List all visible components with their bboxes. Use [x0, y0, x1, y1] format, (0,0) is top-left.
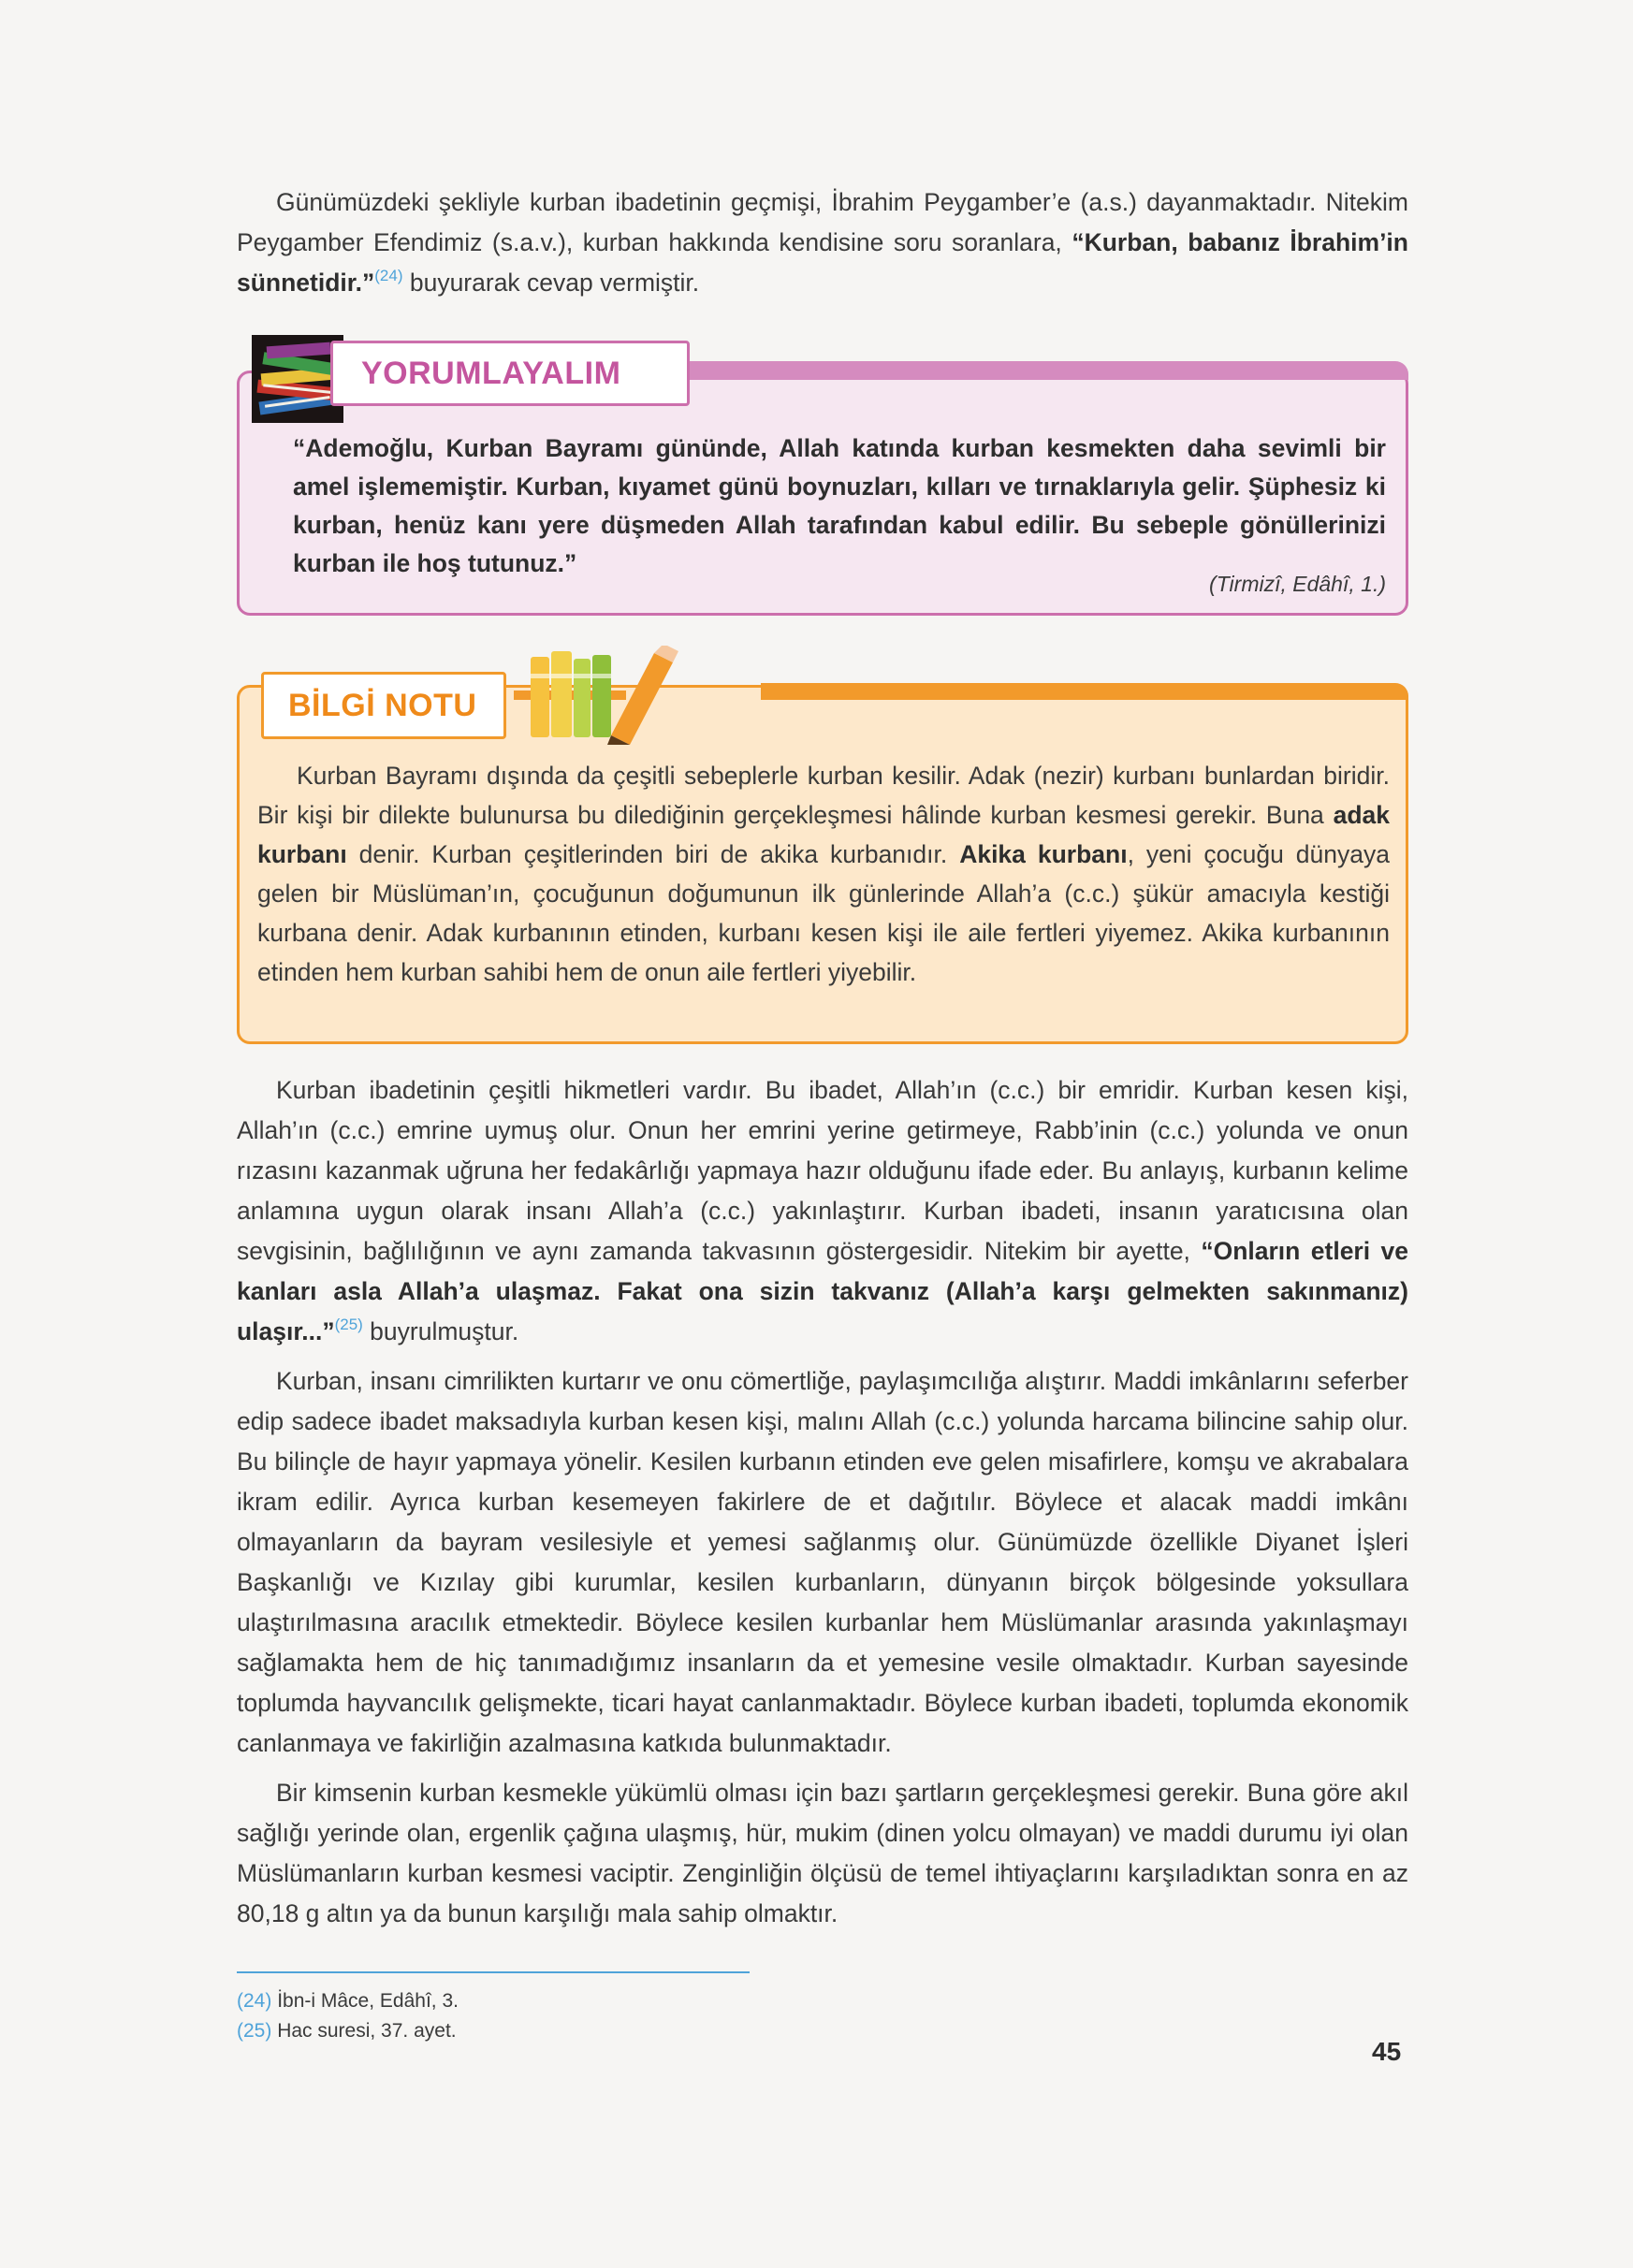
- intro-text-end: buyurarak cevap vermiştir.: [402, 269, 700, 297]
- footnote-24-number: (24): [237, 1990, 272, 2012]
- para2-text: Kurban ibadetinin çeşitli hikmetleri vardır. Bu ibadet, Allah’ın (c.c.) bir emridir. Kurban kesen kişi, Allah’ın (c.c.) emrine uymuş olur. Onun her emrini yerine getirmeye, Rabb’inin (c.c.) yolunda ve onun rızasını kazanmak uğruna her fedakârlığı yapmaya hazır olduğunu ifade eder. Bu anlayış, kurbanın kelime anlamına uygun olarak insanı Allah’a (c.c.) yakınlaştırır. Kurban ibadeti, insanın yaratıcısına olan sevgisinin, bağlılığının ve aynı zamanda takvasının göstergesidir. Nitekim bir ayette,: [237, 1076, 1408, 1265]
- body-paragraph-3: Kurban, insanı cimrilikten kurtarır ve onu cömertliğe, paylaşımcılığa alıştırır. Maddi imkânlarını seferber edip sadece ibadet maksadıyla kurban kesen kişi, malını Allah (c.c.) yolunda harcama bilincine sahip olur. Bu bilinçle de hayır yapmaya yönelir. Kesilen kurbanın etinden eve gelen misafirlere, komşu ve akrabalara ikram edilir. Ayrıca kurban kesemeyen fakirlere de et dağıtılır. Böylece et alacak maddi imkânı olmayanların da bayram vesilesiyle et yemesi sağlanmış olur. Günümüzde özellikle Diyanet İşleri Başkanlığı ve Kızılay gibi kurumlar, kesilen kurbanların, dünyanın birçok bölgesinde yoksullara ulaştırılmasına aracılık etmektedir. Böylece kesilen kurbanlar hem Müslümanlar arasında yakınlaşmayı sağlamakta hem de hiç tanımadığımız insanların da et yemesine vesile olmaktadır. Kurban sayesinde toplumda hayvancılık gelişmekte, ticari hayat canlanmaktadır. Böylece kurban ibadeti, toplumda ekonomik canlanmaya ve fakirliğin azalmasına katkıda bulunmaktadır.: [237, 1367, 1408, 1757]
- bilgi-term-adak: adak kurbanı: [257, 801, 1390, 868]
- page-number: 45: [1372, 2037, 1402, 2066]
- bilgi-notu-top-bar: [761, 683, 1408, 700]
- footnotes: [237, 1986, 1408, 2046]
- yorumlayalim-top-bar: [686, 361, 1408, 380]
- footnote-divider: [237, 1971, 750, 1973]
- bilgi-notu-box: [237, 646, 1408, 1050]
- footnote-25-text: Hac suresi, 37. ayet.: [271, 2020, 457, 2042]
- yorumlayalim-quote: “Ademoğlu, Kurban Bayramı gününde, Allah katında kurban kesmekten daha sevimli bir amel işlememiştir. Kurban, kıyamet günü boynuzları, kılları ve tırnaklarıyla gelir. Şüphesiz ki kurban, henüz kanı yere düşmeden Allah tarafından kabul edilir. Bu sebeple gönüllerinizi kurban ile hoş tutunuz.”: [293, 434, 1386, 577]
- intro-quote: “Kurban, babanız İbrahim’in sünnetidir.”: [237, 228, 1408, 297]
- footnote-ref-24[interactable]: (24): [374, 267, 403, 284]
- page-content: [237, 182, 1408, 2046]
- body-paragraph-2: [237, 1070, 1408, 1352]
- footnote-25-number: (25): [237, 2020, 272, 2042]
- bilgi-text-3: , yeni çocuğu dünyaya gelen bir Müslüman’ın, çocuğunun doğumunun ilk günlerinde Allah’a (c.c.) şükür amacıyla kestiği kurbana denir. Adak kurbanının etinden, kurbanı kesen kişi ile aile fertleri yiyemez. Akika kurbanının etinden hem kurban sahibi hem de onun aile fertleri yiyebilir.: [257, 840, 1390, 986]
- footnote-24: [237, 1986, 1408, 2016]
- bilgi-notu-title: BİLGİ NOTU: [288, 688, 477, 723]
- yorumlayalim-box: [237, 341, 1408, 621]
- para2-text-end: buyrulmuştur.: [362, 1317, 519, 1345]
- footnote-ref-25[interactable]: (25): [334, 1316, 363, 1333]
- footnote-24-text: İbn-i Mâce, Edâhî, 3.: [271, 1990, 459, 2012]
- yorumlayalim-title: YORUMLAYALIM: [361, 356, 621, 391]
- bilgi-notu-title-tab: [261, 672, 506, 739]
- bilgi-text-1: Kurban Bayramı dışında da çeşitli sebeplerle kurban kesilir. Adak (nezir) kurbanı bunlardan biridir. Bir kişi bir dilekte bulunursa bu dilediğinin gerçekleşmesi hâlinde kurban kesmesi gerekir. Buna: [257, 762, 1390, 829]
- body-paragraph-4: Bir kimsenin kurban kesmekle yükümlü olması için bazı şartların gerçekleşmesi gerekir. Buna göre akıl sağlığı yerinde olan, ergenlik çağına ulaşmış, hür, mukim (dinen yolcu olmayan) ve maddi durumu iyi olan Müslümanların kurban kesmesi vaciptir. Zenginliğin ölçüsü de temel ihtiyaçlarını karşıladıktan sonra en az 80,18 g altın ya da bunun karşılığı mala sahip olmaktır.: [237, 1779, 1408, 1927]
- footnote-25: [237, 2016, 1408, 2046]
- bilgi-text-2: denir. Kurban çeşitlerinden biri de akika kurbanıdır.: [346, 840, 960, 868]
- bilgi-term-akika: Akika kurbanı: [959, 840, 1128, 868]
- yorumlayalim-citation: (Tirmizî, Edâhî, 1.): [1209, 572, 1386, 596]
- bilgi-notu-content: [257, 756, 1390, 992]
- bilgi-notu-paragraph: [257, 756, 1390, 992]
- books-pencil-icon: [514, 646, 692, 745]
- intro-paragraph: [237, 182, 1408, 303]
- intro-text: Günümüzdeki şekliyle kurban ibadetinin geçmişi, İbrahim Peygamber’e (a.s.) dayanmaktadır. Nitekim Peygamber Efendimiz (s.a.v.), kurban hakkında kendisine soru soranlara,: [237, 188, 1408, 256]
- yorumlayalim-title-tab: [330, 341, 690, 406]
- para2-quote: “Onların etleri ve kanları asla Allah’a ulaşmaz. Fakat ona sizin takvanız (Allah’a karşı gelmekten sakınmanız) ulaşır...”: [237, 1237, 1408, 1345]
